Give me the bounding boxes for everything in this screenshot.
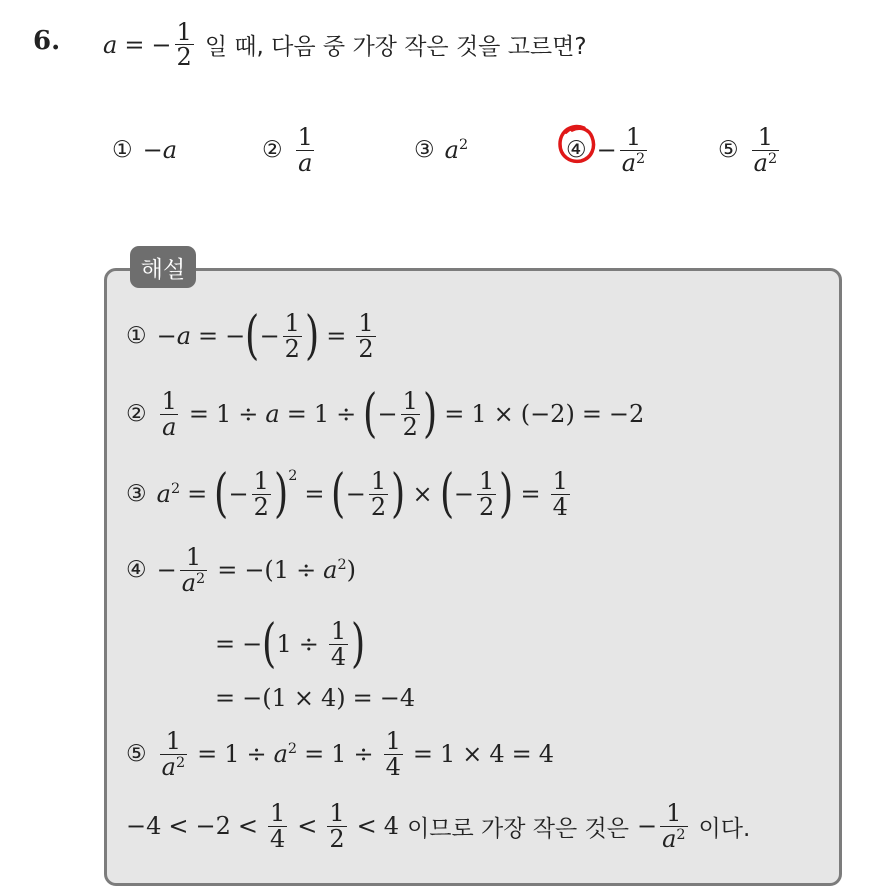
option-2[interactable]: ② $\frac{1}{a}$ [262,123,313,177]
question-fraction [175,20,194,70]
equals-sign: = [124,30,145,59]
option-1-number: ① [112,137,133,163]
solution-tag: 해설 [130,246,196,288]
minus-sign: − [151,30,172,59]
question-korean: 일 때, 다음 중 가장 작은 것을 고르면? [204,34,587,61]
option-5[interactable]: ⑤ $\frac{1}{a^2}$ [718,123,778,177]
option-4[interactable]: ④ − $\frac{1}{a^2}$ [566,123,646,177]
fraction-denominator: 2 [176,43,192,72]
solution-line-3: ③ $a^2$ = ( − $\frac{1}{2}$ ) $^2$ = ( − $\frac{1}{2}$ ) × ( − $\frac{1}{2}$ ) = $\frac{1}{4}$ [126,464,568,524]
option-1[interactable]: ① −a [112,136,178,164]
option-2-number: ② [262,137,283,163]
solution-line-7: ⑤ $\frac{1}{a^2}$ = 1 ÷ $a^2$ = 1 ÷ $\frac{1}{4}$ = 1 × 4 = 4 [126,727,555,781]
option-3[interactable]: ③ $a^2$ [414,136,469,164]
question-number: 6. [33,26,61,56]
solution-line-6: = −(1 × 4) = −4 [215,684,416,712]
conclusion-end: 이다. [698,815,751,842]
option-3-number: ③ [414,137,435,163]
solution-line-2: ② $\frac{1}{a}$ = 1 ÷ a = 1 ÷ ( − $\frac{1}{2}$ ) = 1 × (−2) = −2 [126,384,645,444]
option-4-number: ④ [566,137,587,163]
solution-line-4: ④ − $\frac{1}{a^2}$ = −(1 ÷ $a^2$) [126,543,357,597]
variable-a: a [103,30,118,59]
fraction-numerator: 1 [176,18,192,46]
option-5-number: ⑤ [718,137,739,163]
conclusion-korean: 이므로 가장 작은 것은 [407,815,629,842]
answer-options [0,115,884,185]
solution-line-1: ① −a = − ( − $\frac{1}{2}$ ) = $\frac{1}{2}$ [126,306,374,366]
answer-circle-mark-icon [554,121,600,167]
solution-line-5: = − ( 1 ÷ $\frac{1}{4}$ ) [215,614,366,674]
solution-conclusion: −4 < −2 < $\frac{1}{4}$ < $\frac{1}{2}$ < 4 이므로 가장 작은 것은 − $\frac{1}{a^2}$ 이다. [126,799,751,853]
question-text [103,20,587,70]
